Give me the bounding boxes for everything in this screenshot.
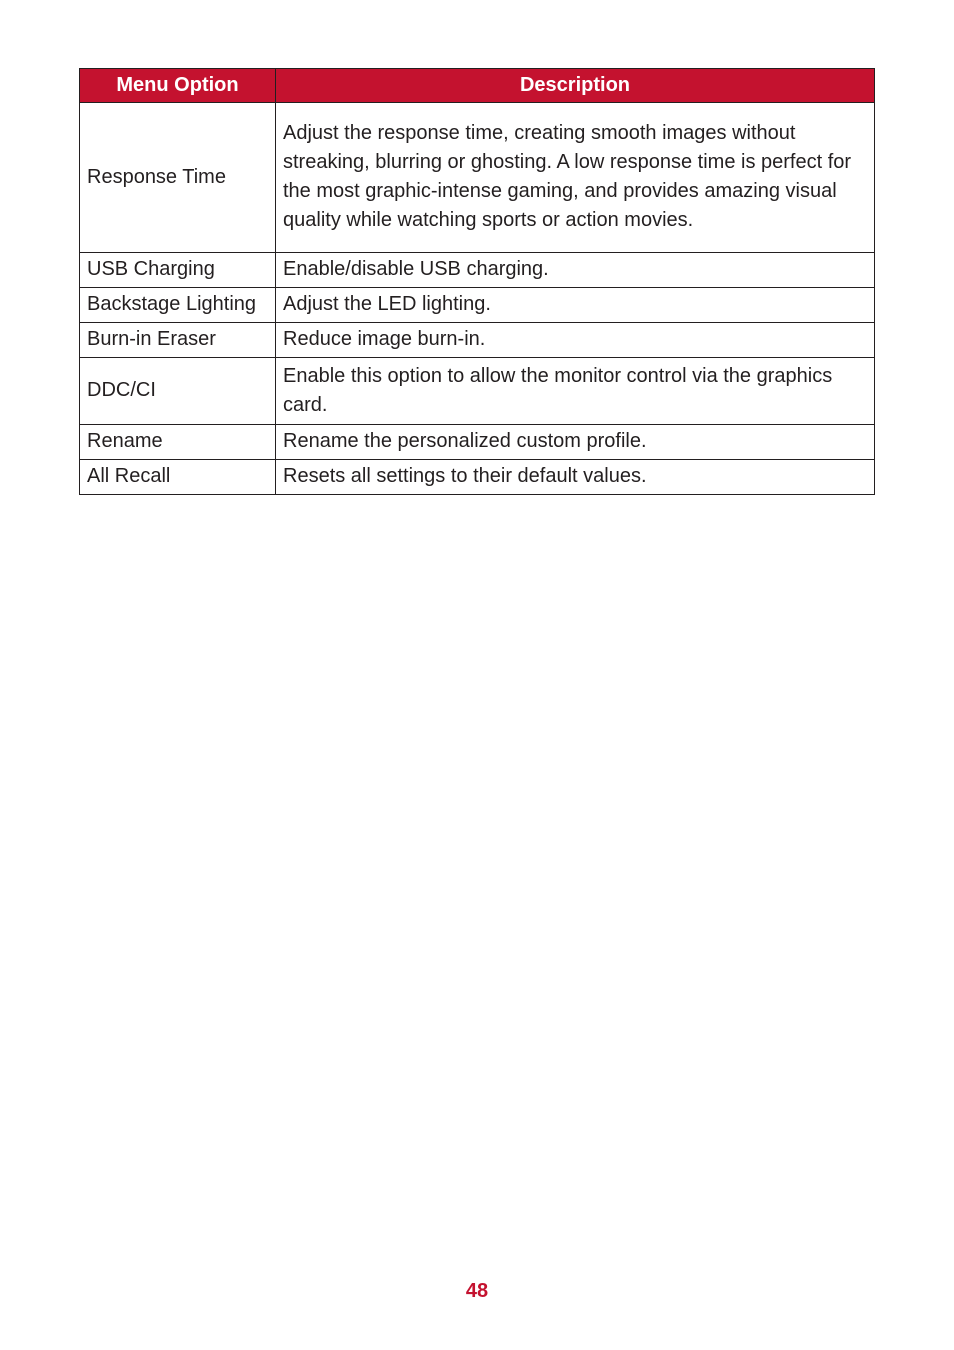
menu-options-table: [79, 68, 875, 495]
option-cell: Response Time: [80, 103, 276, 253]
table-row: [80, 358, 875, 425]
option-cell: USB Charging: [80, 253, 276, 288]
table-row: [80, 103, 875, 253]
option-cell: DDC/CI: [80, 358, 276, 425]
page-number: 48: [465, 1280, 489, 1302]
table-row: [80, 253, 875, 288]
table-row: [80, 460, 875, 495]
header-menu-option: Menu Option: [80, 69, 276, 103]
option-cell: Backstage Lighting: [80, 288, 276, 323]
header-description: Description: [276, 69, 875, 103]
description-cell: Enable this option to allow the monitor control via the graphics card.: [276, 358, 875, 425]
description-cell: Adjust the LED lighting.: [276, 288, 875, 323]
description-cell: Enable/disable USB charging.: [276, 253, 875, 288]
table-header-row: [80, 69, 875, 103]
description-cell: Rename the personalized custom profile.: [276, 425, 875, 460]
table-row: [80, 288, 875, 323]
description-cell: Adjust the response time, creating smooth images without streaking, blurring or ghosting. A low response time is perfect for the most graphic-intense gaming, and provides amazing visual quality while watching sports or action movies.: [276, 103, 875, 253]
table-row: [80, 323, 875, 358]
option-cell: Burn-in Eraser: [80, 323, 276, 358]
table-row: [80, 425, 875, 460]
option-cell: Rename: [80, 425, 276, 460]
description-cell: Resets all settings to their default values.: [276, 460, 875, 495]
option-cell: All Recall: [80, 460, 276, 495]
description-cell: Reduce image burn-in.: [276, 323, 875, 358]
